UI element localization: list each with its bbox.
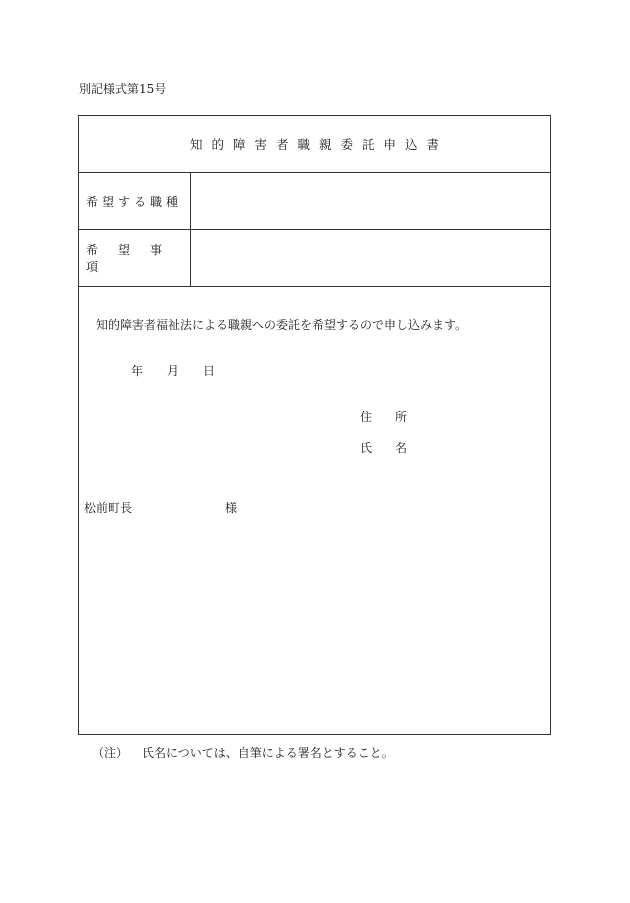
- desired-items-row: [79, 230, 550, 287]
- address-label: 住所: [360, 410, 431, 424]
- footnote-text: 氏名については、自筆による署名とすること。: [142, 746, 394, 760]
- date-year-label: 年: [131, 364, 144, 378]
- title-row: [79, 116, 550, 173]
- form-number: 別記様式第15号: [79, 82, 167, 96]
- form-title: 知的障害者職親委託申込書: [189, 137, 448, 152]
- occupation-row: [79, 173, 550, 230]
- application-statement: 知的障害者福祉法による職親への委託を希望するので申し込みます。: [96, 318, 468, 332]
- application-form: [78, 115, 551, 735]
- desired-items-field[interactable]: [191, 230, 550, 286]
- name-label: 氏名: [360, 441, 431, 455]
- desired-items-label: 希望事項: [79, 230, 191, 286]
- date-month-label: 月: [167, 364, 180, 378]
- occupation-label: 希望する職種: [79, 173, 191, 229]
- footnote-marker: （注）: [92, 746, 129, 760]
- date-day-label: 日: [203, 364, 216, 378]
- addressee: 松前町長: [84, 501, 133, 515]
- footnote: [92, 744, 394, 761]
- honorific: 様: [225, 501, 238, 515]
- occupation-field[interactable]: [191, 173, 550, 229]
